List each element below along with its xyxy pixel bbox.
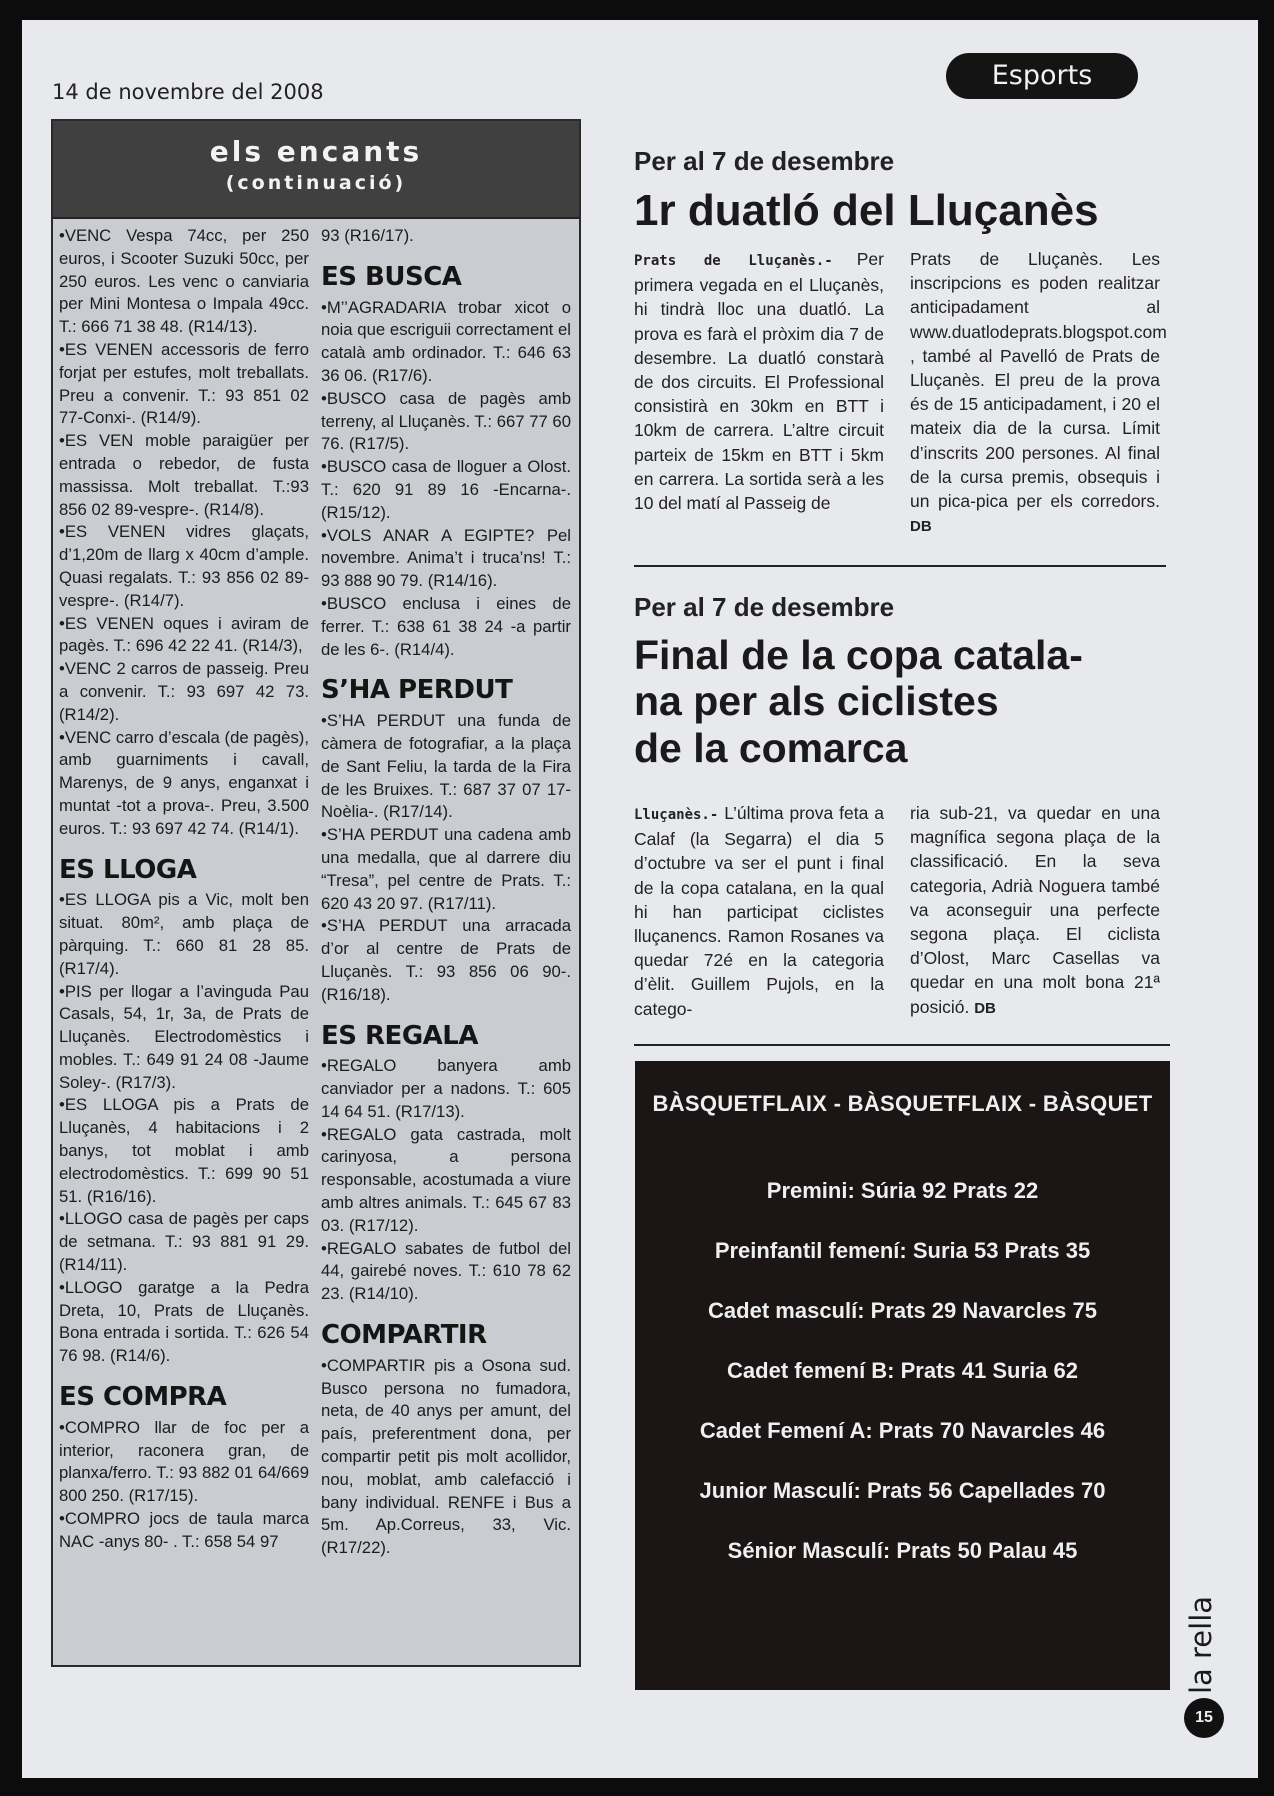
classified-ad: •ES VENEN accessoris de ferro forjat per estufes, molt treballats. Preu a convenir. T.: 93 851 02 77-Conxi-. (R14/9).: [59, 339, 309, 428]
classified-ad: •COMPRO jocs de taula marca NAC -anys 80- . T.: 658 54 97: [59, 1509, 309, 1551]
publication-name: [1182, 1586, 1236, 1706]
article2-column-2: [910, 801, 1160, 1021]
classified-ad: •VENC carro d’escala (de pagès), amb guarniments i cavall, Marenys, de 9 anys, enganxat i muntat -tot a prova-. Preu, 3.500 euros. T.: 93 697 42 74. (R14/1).: [59, 727, 309, 838]
section-heading-compra: ES COMPRA: [59, 1382, 227, 1413]
article2-byline: Lluçanès.-: [634, 807, 719, 823]
section-label: Esports: [946, 53, 1138, 99]
divider-rule: [634, 1044, 1170, 1046]
classified-ad: •S’HA PERDUT una cadena amb una medalla, que al darrere diu “Tresa”, pel centre de Prats. T.: 620 43 20 97. (R17/11).: [321, 825, 571, 913]
article2-kicker: Per al 7 de desembre: [634, 592, 895, 622]
article1-signature: DB: [910, 518, 932, 536]
article2-body: [634, 801, 1160, 1021]
classifieds-subtitle: (continuació): [225, 172, 407, 194]
article1-headline: 1r duatló del Lluçanès: [634, 186, 1099, 235]
issue-date: 14 de novembre del 2008: [52, 80, 324, 104]
article1-text-1: Per primera vegada en el Lluçanès, hi tindrà lloc una duatló. La prova es farà el pròxim dia 7 de desembre. La duatló constarà de dos circuits. El Professional consistirà en 30km en BTT i 10km de carrera. L’altre circuit parteix de 15km en BTT i 5km en carrera. La sortida serà a les 10 del matí al Passeig de: [634, 249, 884, 514]
classified-ad: •REGALO banyera amb canviador per a nadons. T.: 605 14 64 51. (R17/13).: [321, 1056, 571, 1121]
article2-headline: [634, 632, 1083, 771]
publication-name-text: la rella: [1184, 1595, 1219, 1695]
article1-byline: Prats de Lluçanès.-: [634, 253, 833, 269]
classifieds-column-2: [321, 225, 571, 1560]
result-line: Junior Masculí: Prats 56 Capellades 70: [699, 1478, 1106, 1503]
article2-column-1: [634, 801, 884, 1021]
page-number: 15: [1184, 1698, 1224, 1738]
result-line: Cadet femení B: Prats 41 Suria 62: [727, 1358, 1078, 1383]
section-heading-lloga: ES LLOGA: [59, 854, 197, 885]
classified-ad: •REGALO sabates de futbol del 44, gairebé noves. T.: 610 78 62 23. (R14/10).: [321, 1238, 571, 1304]
results-list: [635, 1161, 1170, 1581]
classified-ad: •COMPRO llar de foc per a interior, raconera gran, de planxa/ferro. T.: 93 882 01 64/669 800 250. (R17/15).: [59, 1417, 309, 1506]
classified-ad: •M’’AGRADARIA trobar xicot o noia que escriguii correctament el català amb ordinador. T.: 646 63 36 06. (R17/6).: [321, 297, 571, 385]
basketball-title: BÀSQUETFLAIX - BÀSQUETFLAIX - BÀSQUET: [652, 1091, 1153, 1116]
article1-column-2: [910, 247, 1167, 539]
classifieds-title: els encants: [209, 135, 423, 168]
article1-kicker: Per al 7 de desembre: [634, 146, 895, 176]
classified-ad: •BUSCO casa de lloguer a Olost. T.: 620 91 89 16 -Encarna-. (R15/12).: [321, 457, 571, 522]
classified-ad: •VOLS ANAR A EGIPTE? Pel novembre. Anima’t i truca’ns! T.: 93 888 90 79. (R14/16).: [321, 525, 571, 591]
classified-ad: •S’HA PERDUT una funda de càmera de fotografiar, a la plaça de Sant Feliu, la tarda de la Fira de les Bruixes. T.: 687 37 07 17-Noèlia-. (R17/14).: [321, 711, 571, 822]
classified-ad: •ES LLOGA pis a Vic, molt ben situat. 80m², amb plaça de pàrquing. T.: 660 81 28 85. (R17/4).: [59, 890, 309, 978]
article2-text-2: ria sub-21, va quedar en una magnífica segona plaça de la classificació. En la seva categoria, Adrià Noguera també va aconseguir una perfecte segona plaça. El ciclista d’Olost, Marc Casellas va quedar en una molt bona 21ª posició.: [910, 803, 1160, 1017]
classified-ad: •ES VEN moble paraigüer per entrada o rebedor, de fusta massissa. Molt treballat. T.:93 856 02 89-vespre-. (R14/8).: [59, 431, 309, 519]
article2-signature: DB: [974, 999, 996, 1017]
classifieds-header: [53, 121, 579, 219]
classified-ad: •VENC Vespa 74cc, per 250 euros, i Scooter Suzuki 50cc, per 250 euros. Les venc o canviaria per Mini Montesa o Impala 49cc. T.: 666 71 38 48. (R14/13).: [59, 226, 309, 337]
classified-ad: •ES VENEN vidres glaçats, d’1,20m de llarg x 40cm d’ample. Quasi regalats. T.: 93 856 02 89-vespre-. (R14/7).: [59, 522, 309, 610]
classified-ad: •LLOGO casa de pagès per caps de setmana. T.: 93 881 91 29. (R14/11).: [59, 1209, 309, 1275]
article2-headline-line: Final de la copa catala-: [634, 632, 1083, 678]
classified-ad: •LLOGO garatge a la Pedra Dreta, 10, Prats de Lluçanès. Bona entrada i sortida. T.: 626 54 76 98. (R14/6).: [59, 1277, 309, 1366]
divider-rule: [634, 565, 1166, 567]
classified-ad: •BUSCO enclusa i eines de ferrer. T.: 638 61 38 24 -a partir de les 6-. (R14/4).: [321, 593, 571, 659]
section-heading-perdut: S’HA PERDUT: [321, 675, 513, 706]
article1-column-1: [634, 247, 884, 539]
classifieds-column-1: [59, 225, 309, 1560]
classified-ad: •S’HA PERDUT una arracada d’or al centre de Prats de Lluçanès. T.: 93 856 06 90-. (R16/18).: [321, 916, 571, 1004]
basketball-results-box: [635, 1061, 1170, 1690]
section-heading-compartir: COMPARTIR: [321, 1320, 487, 1351]
classifieds-box: [51, 119, 581, 1667]
result-line: Preinfantil femení: Suria 53 Prats 35: [714, 1238, 1091, 1263]
article2-headline-line: na per als ciclistes: [634, 678, 999, 725]
classified-ad: •ES VENEN oques i aviram de pagès. T.: 696 42 22 41. (R14/3),: [59, 613, 309, 656]
article2-headline-line: de la comarca: [634, 724, 908, 771]
classified-ad: 93 (R16/17).: [321, 226, 414, 245]
classified-ad: •REGALO gata castrada, molt carinyosa, a persona responsable, acostumada a viure amb altres animals. T.: 645 67 83 03. (R17/12).: [321, 1124, 571, 1235]
article2-text-1: L’última prova feta a Calaf (la Segarra) el dia 5 d’octubre va ser el punt i final de la copa catalana, en la qual hi han participat ciclistes lluçanencs. Ramon Rosanes va quedar 72é en la categoria d’èlit. Guillem Pujols, en la catego-: [634, 803, 884, 1019]
result-line: Sénior Masculí: Prats 50 Palau 45: [727, 1538, 1078, 1563]
classified-ad: •BUSCO casa de pagès amb terreny, al Lluçanès. T.: 667 77 60 76. (R17/5).: [321, 388, 571, 454]
classified-ad: •COMPARTIR pis a Osona sud. Busco persona no fumadora, neta, de 40 anys per amunt, del país, preferentment dona, per compartir petit pis molt acollidor, nou, moblat, amb calefacció i bany individual. RENFE i Bus a 5m. Ap.Correus, 33, Vic. (R17/22).: [321, 1355, 571, 1558]
classified-ad: •PIS per llogar a l’avinguda Pau Casals, 54, 1r, 3a, de Prats de Lluçanès. Electrodomèstics i mobles. T.: 649 91 24 08 -Jaume Soley-. (R17/3).: [59, 981, 309, 1092]
result-line: Cadet masculí: Prats 29 Navarcles 75: [708, 1298, 1097, 1323]
result-line: Premini: Súria 92 Prats 22: [766, 1178, 1039, 1203]
classified-ad: •ES LLOGA pis a Prats de Lluçanès, 4 habitacions i 2 banys, tot moblat i amb electrodomèstics. T.: 699 90 51 51. (R16/16).: [59, 1095, 309, 1206]
section-heading-regala: ES REGALA: [321, 1020, 478, 1051]
article1-text-2: Prats de Lluçanès. Les inscripcions es poden realitzar anticipadament al www.duatlodeprats.blogspot.com , també al Pavelló de Prats de Lluçanès. El preu de la prova és de 15 anticipadament, i 20 el mateix dia de la cursa. Límit d’inscrits 200 persones. Al final de la cursa premis, obsequis i un pica-pica per els corredors.: [910, 249, 1167, 512]
result-line: Cadet Femení A: Prats 70 Navarcles 46: [699, 1418, 1106, 1443]
article1-body: [634, 247, 1167, 539]
classifieds-columns: [53, 219, 579, 1560]
section-heading-busca: ES BUSCA: [321, 261, 462, 292]
classified-ad: •VENC 2 carros de passeig. Preu a convenir. T.: 93 697 42 73. (R14/2).: [59, 659, 309, 724]
